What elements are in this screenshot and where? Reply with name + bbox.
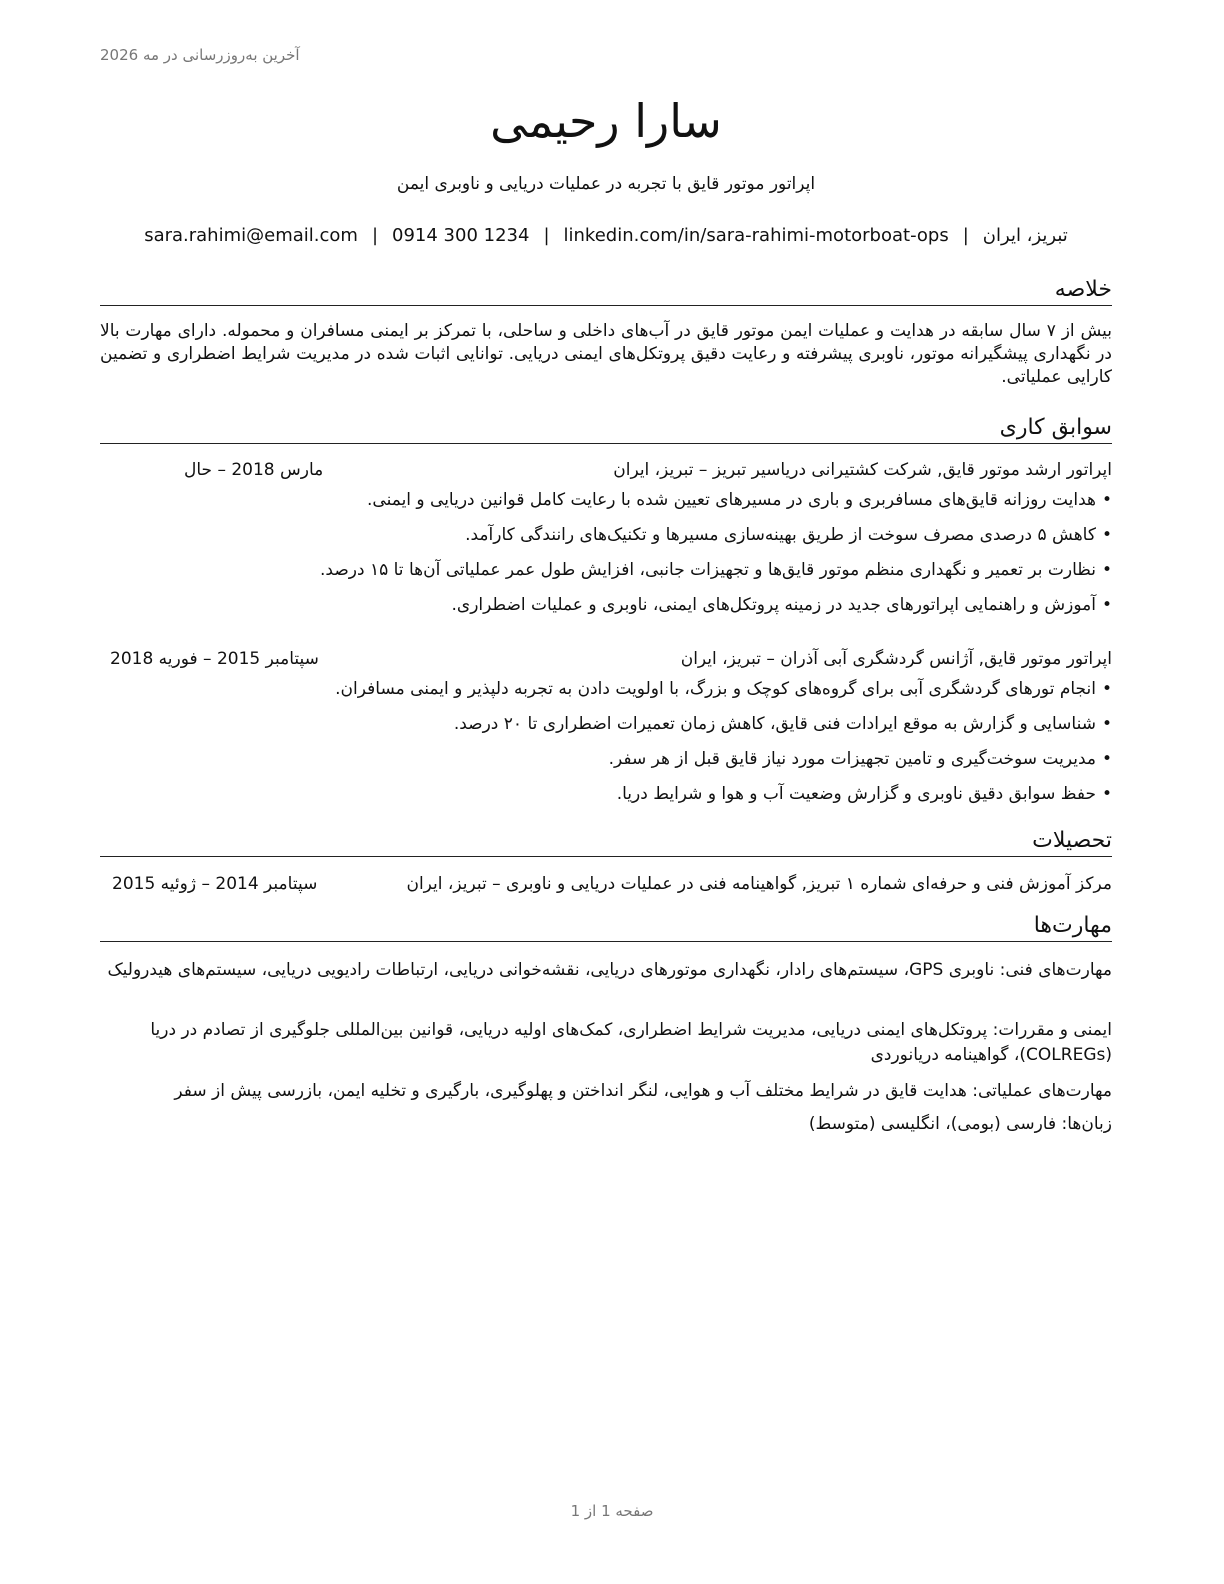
job-bullet: •کاهش ۵ درصدی مصرف سوخت از طریق بهینه‌سازی مسیرها و تکنیک‌های رانندگی کارآمد. bbox=[465, 525, 1112, 545]
bullet-icon: • bbox=[1101, 595, 1112, 615]
bullet-icon: • bbox=[1101, 525, 1112, 545]
job-bullet: •شناسایی و گزارش به موقع ایرادات فنی قایق، کاهش زمان تعمیرات اضطراری تا ۲۰ درصد. bbox=[453, 714, 1112, 734]
job-bullet: •حفظ سوابق دقیق ناوبری و گزارش وضعیت آب و هوا و شرایط دریا. bbox=[616, 784, 1112, 804]
job-role: اپراتور ارشد موتور قایق, شرکت کشتیرانی دریاسیر تبریز – تبریز، ایران bbox=[613, 460, 1112, 480]
job-header bbox=[100, 458, 1112, 482]
page-number: صفحه 1 از 1 bbox=[570, 1502, 654, 1520]
contact-phone: 0914 300 1234 bbox=[392, 225, 530, 246]
skill-line-operational: مهارت‌های عملیاتی: هدایت قایق در شرایط مختلف آب و هوایی، لنگر انداختن و پهلوگیری، بارگیری و تخلیه ایمن، بازرسی پیش از سفر bbox=[174, 1081, 1112, 1101]
job-header bbox=[100, 647, 1112, 671]
job-role: اپراتور موتور قایق, آژانس گردشگری آبی آذران – تبریز، ایران bbox=[680, 649, 1112, 669]
job-dates: سپتامبر 2015 – فوریه 2018 bbox=[110, 649, 319, 669]
contact-linkedin[interactable]: linkedin.com/in/sara-rahimi-motorboat-ops bbox=[563, 225, 949, 246]
section-title-skills: مهارت‌ها bbox=[100, 912, 1112, 942]
bullet-icon: • bbox=[1101, 749, 1112, 769]
contact-separator: | bbox=[371, 225, 379, 246]
contact-line bbox=[100, 224, 1112, 248]
bullet-icon: • bbox=[1101, 679, 1112, 699]
resume-page bbox=[100, 0, 1112, 1584]
job-bullet: •انجام تورهای گردشگری آبی برای گروه‌های کوچک و بزرگ، با اولویت دادن به تجربه دلپذیر و ایمنی مسافران. bbox=[335, 679, 1112, 699]
job-bullet: •مدیریت سوخت‌گیری و تامین تجهیزات مورد نیاز قایق قبل از هر سفر. bbox=[608, 749, 1112, 769]
job-bullet: •نظارت بر تعمیر و نگهداری منظم موتور قایق‌ها و تجهیزات جانبی، افزایش طول عمر عملیاتی آن‌ها تا ۱۵ درصد. bbox=[320, 560, 1112, 580]
summary-text: بیش از ۷ سال سابقه در هدایت و عملیات ایمن موتور قایق در آب‌های داخلی و ساحلی، با تمرکز بر ایمنی مسافران و محموله. دارای مهارت بالا در نگهداری پیشگیرانه موتور، ناوبری پیشرفته و رعایت دقیق پروتکل‌های ایمنی دریایی. توانایی اثبات شده در مدیریت شرایط اضطراری و تضمین کارایی عملیاتی. bbox=[100, 321, 1112, 387]
candidate-name: سارا رحیمی bbox=[490, 94, 722, 148]
contact-location: تبریز، ایران bbox=[982, 225, 1068, 246]
last-updated-note: آخرین به‌روزرسانی در مه 2026 bbox=[100, 46, 300, 64]
candidate-headline: اپراتور موتور قایق با تجربه در عملیات دریایی و ناوبری ایمن bbox=[396, 174, 816, 194]
contact-separator: | bbox=[543, 225, 550, 246]
education-institution: مرکز آموزش فنی و حرفه‌ای شماره ۱ تبریز, گواهینامه فنی در عملیات دریایی و ناوبری – تبریز، ایران bbox=[406, 874, 1112, 894]
job-bullet: •هدایت روزانه قایق‌های مسافربری و باری در مسیرهای تعیین شده با رعایت کامل قوانین دریایی و ایمنی. bbox=[367, 490, 1112, 510]
bullet-icon: • bbox=[1101, 784, 1112, 804]
contact-separator: | bbox=[962, 225, 969, 246]
education-dates: سپتامبر 2014 – ژوئیه 2015 bbox=[112, 874, 318, 894]
section-title-experience: سوابق کاری bbox=[100, 414, 1112, 444]
bullet-icon: • bbox=[1101, 560, 1112, 580]
skill-line-languages: زبان‌ها: فارسی (بومی)، انگلیسی (متوسط) bbox=[808, 1114, 1112, 1134]
section-title-education: تحصیلات bbox=[100, 827, 1112, 857]
bullet-icon: • bbox=[1101, 714, 1112, 734]
contact-email[interactable]: sara.rahimi@email.com bbox=[144, 225, 358, 246]
section-title-summary: خلاصه bbox=[100, 276, 1112, 306]
job-dates: مارس 2018 – حال bbox=[184, 460, 324, 480]
education-entry bbox=[100, 872, 1112, 896]
bullet-icon: • bbox=[1101, 490, 1112, 510]
skill-line-safety: ایمنی و مقررات: پروتکل‌های ایمنی دریایی، مدیریت شرایط اضطراری، کمک‌های اولیه دریایی، قوانین بین‌المللی جلوگیری از تصادم در دریا (COLREGs)، گواهینامه دریانوردی bbox=[150, 1020, 1112, 1065]
job-bullets bbox=[100, 488, 1112, 628]
skill-line-technical: مهارت‌های فنی: ناوبری GPS، سیستم‌های رادار، نگهداری موتورهای دریایی، نقشه‌خوانی دریایی، ارتباطات رادیویی دریایی، سیستم‌های هیدرولیک bbox=[107, 960, 1112, 980]
job-bullets bbox=[100, 677, 1112, 817]
job-bullet: •آموزش و راهنمایی اپراتورهای جدید در زمینه پروتکل‌های ایمنی، ناوبری و عملیات اضطراری. bbox=[451, 595, 1112, 615]
